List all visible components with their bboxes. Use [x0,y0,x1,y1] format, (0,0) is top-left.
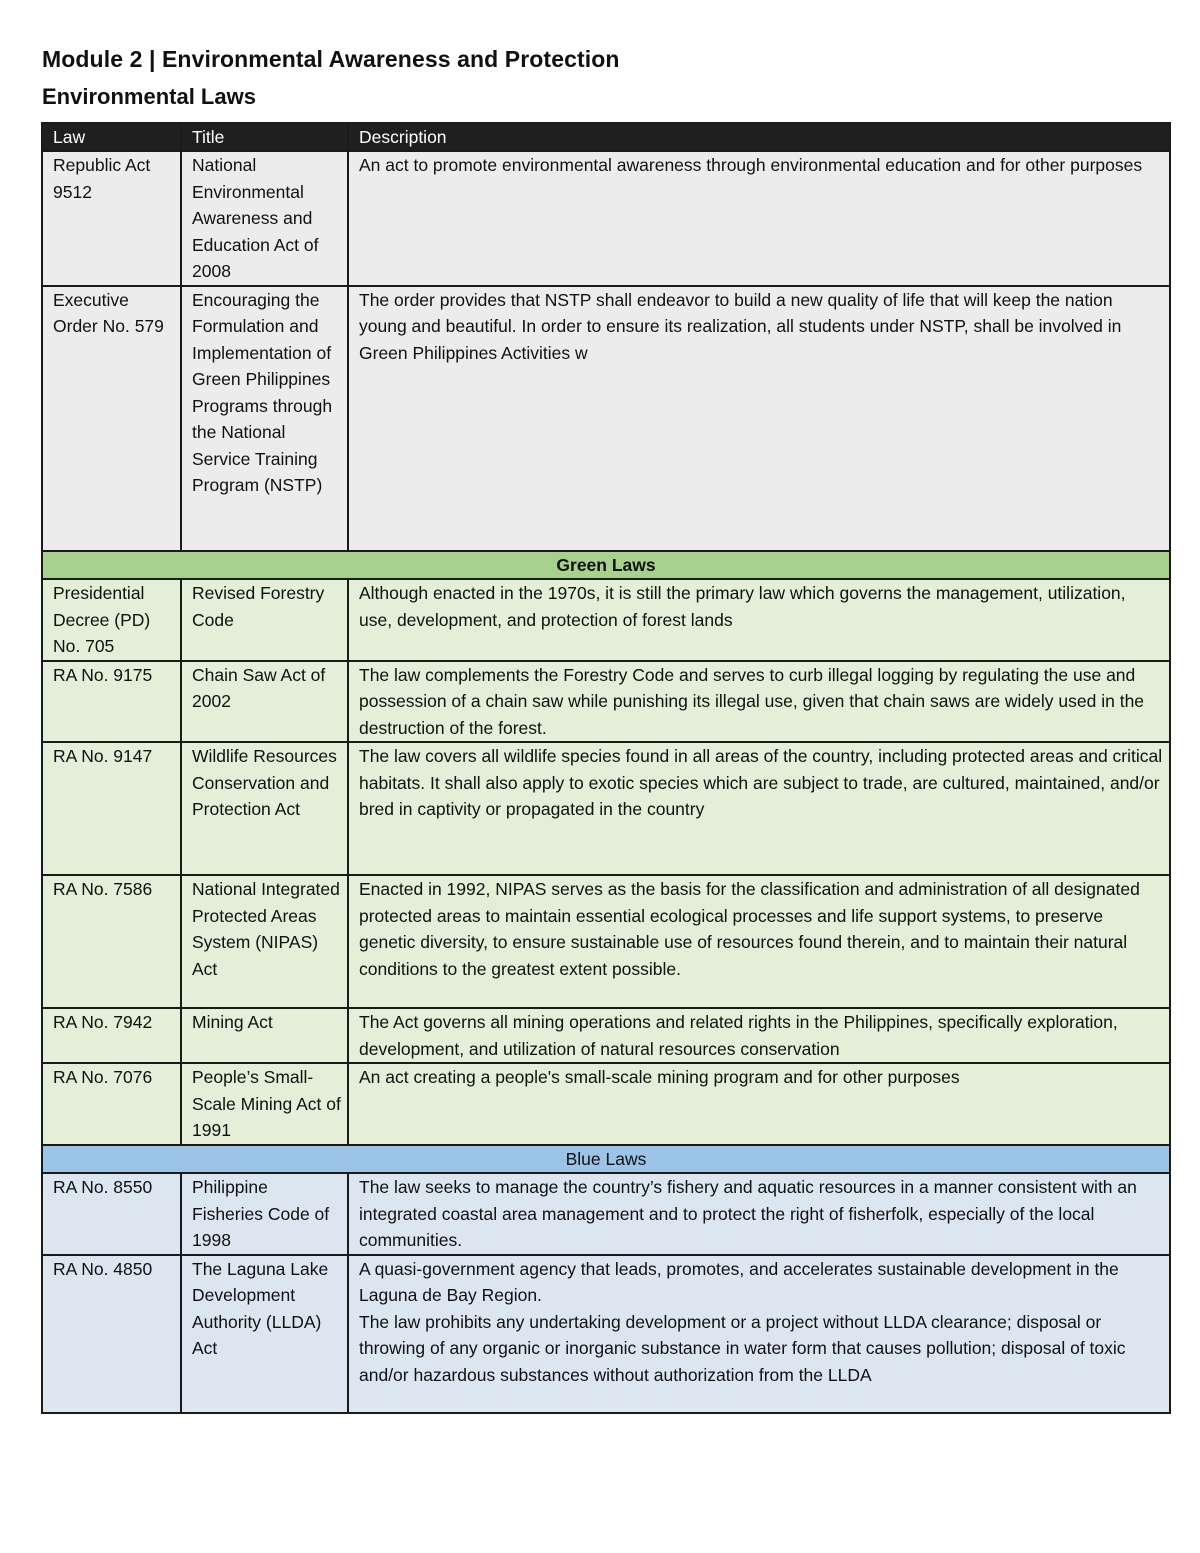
green-laws-label: Green Laws [42,551,1170,580]
law-cell: RA No. 8550 [42,1173,181,1255]
title-cell: Chain Saw Act of 2002 [181,661,348,743]
table-row [42,1063,1170,1145]
table-header-row [42,123,1170,151]
table-row [42,742,1170,875]
description-cell: Enacted in 1992, NIPAS serves as the basis for the classification and administration of all designated protected areas to maintain essential ecological processes and life support systems, to preserve genetic diversity, to ensure sustainable use of resources found therein, and to maintain their natural conditions to the greatest extent possible. [348,875,1170,1008]
green-laws-group-row [42,551,1170,580]
table-row [42,1008,1170,1063]
title-cell: National Integrated Protected Areas System (NIPAS) Act [181,875,348,1008]
description-cell: The law covers all wildlife species found in all areas of the country, including protected areas and critical habitats. It shall also apply to exotic species which are subject to trade, are cultured, maintained, and/or bred in captivity or propagated in the country [348,742,1170,875]
title-cell: The Laguna Lake Development Authority (LLDA) Act [181,1255,348,1413]
title-cell: Philippine Fisheries Code of 1998 [181,1173,348,1255]
law-cell: Presidential Decree (PD) No. 705 [42,579,181,661]
law-cell: RA No. 9175 [42,661,181,743]
description-cell: The Act governs all mining operations and related rights in the Philippines, specifically exploration, development, and utilization of natural resources conservation [348,1008,1170,1063]
title-cell: National Environmental Awareness and Education Act of 2008 [181,151,348,286]
title-cell: Revised Forestry Code [181,579,348,661]
column-header-title: Title [181,123,348,151]
column-header-description: Description [348,123,1170,151]
table-row [42,1255,1170,1413]
law-cell: Republic Act 9512 [42,151,181,286]
blue-laws-label: Blue Laws [42,1145,1170,1174]
law-cell: RA No. 4850 [42,1255,181,1413]
table-row [42,151,1170,286]
law-cell: RA No. 7586 [42,875,181,1008]
description-cell: An act creating a people's small-scale mining program and for other purposes [348,1063,1170,1145]
law-cell: RA No. 7942 [42,1008,181,1063]
law-cell: RA No. 7076 [42,1063,181,1145]
description-paragraph: The law prohibits any undertaking development or a project without LLDA clearance; disposal or throwing of any organic or inorganic substance in water form that causes pollution; disposal of toxic and/or hazardous substances without authorization from the LLDA [359,1311,1126,1385]
law-cell: Executive Order No. 579 [42,286,181,551]
law-cell: RA No. 9147 [42,742,181,875]
page-title: Module 2 | Environmental Awareness and Protection [42,46,620,72]
table-row [42,661,1170,743]
description-cell: An act to promote environmental awareness through environmental education and for other purposes [348,151,1170,286]
description-cell: Although enacted in the 1970s, it is still the primary law which governs the management, utilization, use, development, and protection of forest lands [348,579,1170,661]
description-cell: The order provides that NSTP shall endeavor to build a new quality of life that will keep the nation young and beautiful. In order to ensure its realization, all students under NSTP, shall be involved in Green Philippines Activities w [348,286,1170,551]
table-row [42,286,1170,551]
table-row [42,579,1170,661]
title-cell: People’s Small-Scale Mining Act of 1991 [181,1063,348,1145]
description-paragraph: A quasi-government agency that leads, promotes, and accelerates sustainable development in the Laguna de Bay Region. [359,1258,1119,1305]
description-cell: The law seeks to manage the country’s fishery and aquatic resources in a manner consistent with an integrated coastal area management and to protect the right of fisherfolk, especially of the local communities. [348,1173,1170,1255]
environmental-laws-table [41,122,1171,1414]
table-row [42,1173,1170,1255]
description-cell [348,1255,1170,1413]
description-cell: The law complements the Forestry Code and serves to curb illegal logging by regulating the use and possession of a chain saw while punishing its illegal use, given that chain saws are widely used in the destruction of the forest. [348,661,1170,743]
title-cell: Encouraging the Formulation and Implementation of Green Philippines Programs through the National Service Training Program (NSTP) [181,286,348,551]
table-row [42,875,1170,1008]
blue-laws-group-row [42,1145,1170,1174]
column-header-law: Law [42,123,181,151]
section-title: Environmental Laws [42,84,256,109]
title-cell: Mining Act [181,1008,348,1063]
title-cell: Wildlife Resources Conservation and Protection Act [181,742,348,875]
